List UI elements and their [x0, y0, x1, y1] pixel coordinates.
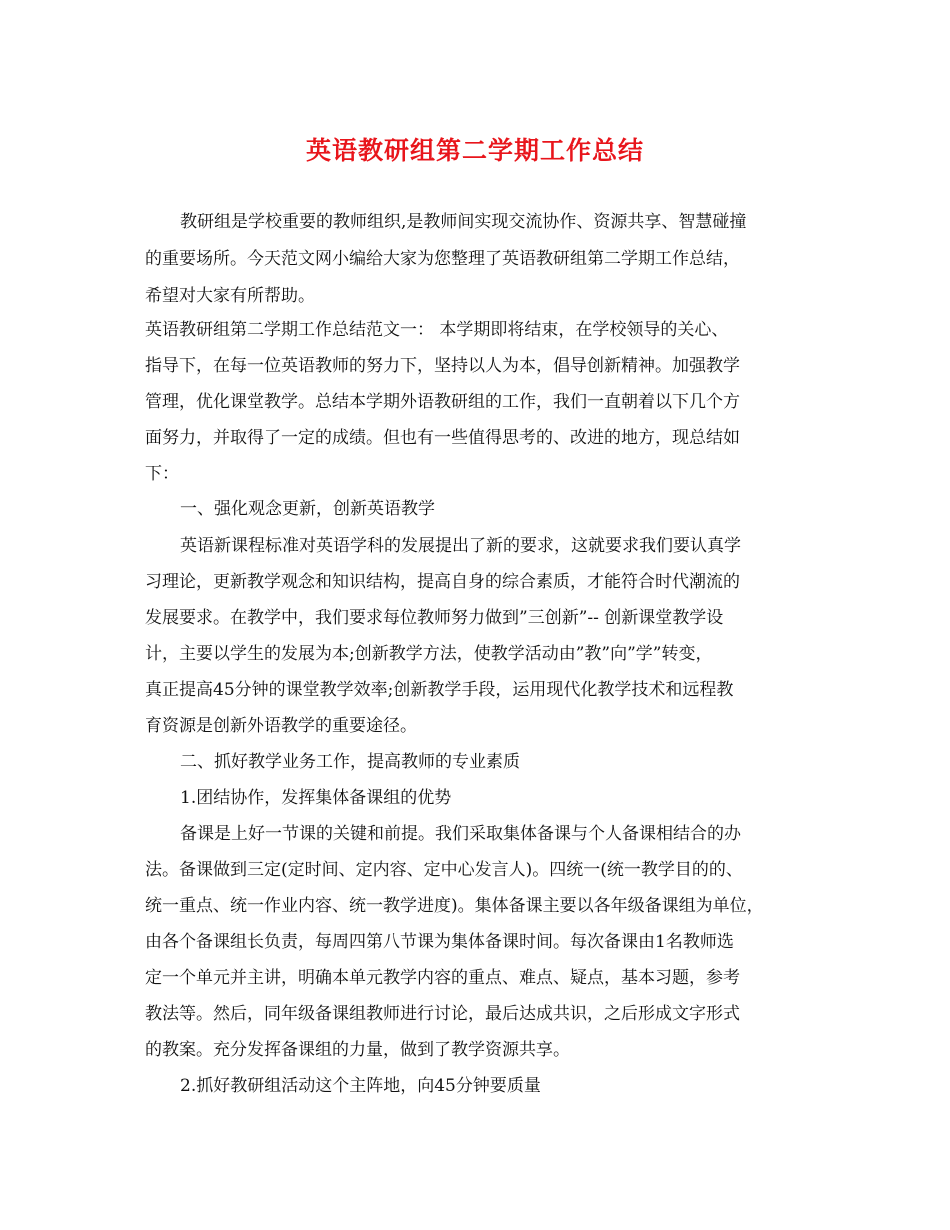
body-line: 下：	[145, 464, 179, 484]
body-line: 英语教研组第二学期工作总结范文一： 本学期即将结束，在学校领导的关心、	[145, 320, 729, 340]
section-heading: 二、抓好教学业务工作，提高教师的专业素质	[180, 752, 520, 772]
body-line: 统一重点、统一作业内容、统一教学进度)。集体备课主要以各年级备课组为单位，	[145, 896, 764, 916]
body-line: 面努力，并取得了一定的成绩。但也有一些值得思考的、改进的地方，现总结如	[145, 428, 740, 448]
body-line: 的教案。充分发挥备课组的力量，做到了教学资源共享。	[145, 1040, 570, 1060]
body-line: 教研组是学校重要的教师组织,是教师间实现交流协作、资源共享、智慧碰撞	[180, 212, 747, 232]
body-line: 指导下，在每一位英语教师的努力下，坚持以人为本，倡导创新精神。加强教学	[145, 356, 740, 376]
subsection-heading: 1.团结协作，发挥集体备课组的优势	[180, 788, 452, 808]
body-line: 备课是上好一节课的关键和前提。我们采取集体备课与个人备课相结合的办	[180, 824, 741, 844]
body-line: 真正提高45分钟的课堂教学效率;创新教学手段，运用现代化教学技术和远程教	[145, 680, 734, 700]
body-line: 发展要求。在教学中，我们要求每位教师努力做到”三创新”-- 创新课堂教学设	[145, 608, 724, 628]
body-line: 育资源是创新外语教学的重要途径。	[145, 716, 417, 736]
body-line: 计，主要以学生的发展为本;创新教学方法，使教学活动由”教”向”学”转变，	[145, 644, 713, 664]
body-line: 英语新课程标准对英语学科的发展提出了新的要求，这就要求我们要认真学	[180, 536, 741, 556]
body-line: 定一个单元并主讲，明确本单元教学内容的重点、难点、疑点，基本习题，参考	[145, 968, 740, 988]
document-title: 英语教研组第二学期工作总结	[305, 136, 644, 165]
body-line: 由各个备课组长负责，每周四第八节课为集体备课时间。每次备课由1名教师选	[145, 932, 734, 952]
body-line: 习理论，更新教学观念和知识结构，提高自身的综合素质，才能符合时代潮流的	[145, 572, 740, 592]
body-line: 教法等。然后，同年级备课组教师进行讨论，最后达成共识，之后形成文字形式	[145, 1004, 740, 1024]
body-line: 法。备课做到三定(定时间、定内容、定中心发言人)。四统一(统一教学目的的、	[145, 860, 743, 880]
section-heading: 一、强化观念更新，创新英语教学	[180, 499, 435, 519]
body-line: 希望对大家有所帮助。	[145, 286, 315, 306]
body-line: 管理，优化课堂教学。总结本学期外语教研组的工作，我们一直朝着以下几个方	[145, 392, 740, 412]
subsection-heading: 2.抓好教研组活动这个主阵地，向45分钟要质量	[180, 1076, 541, 1096]
body-line: 的重要场所。今天范文网小编给大家为您整理了英语教研组第二学期工作总结，	[145, 249, 740, 269]
